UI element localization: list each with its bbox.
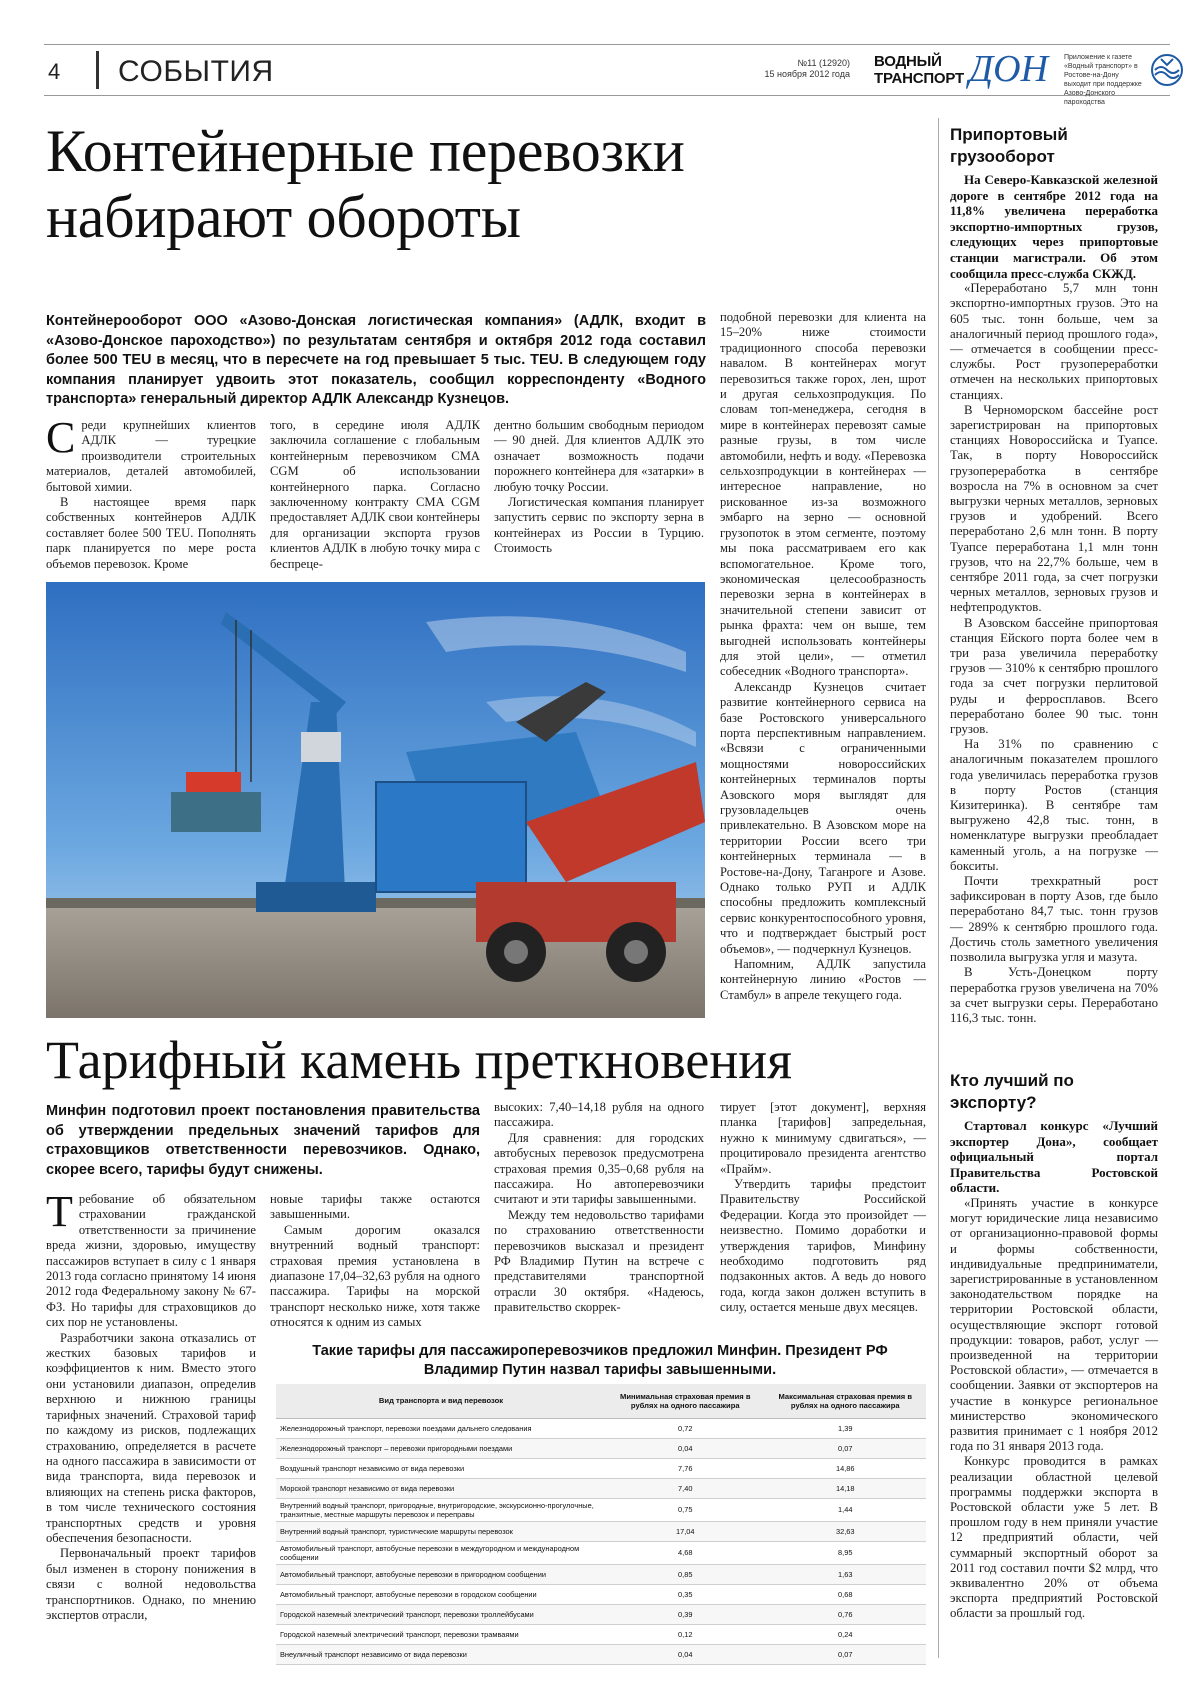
article-2-paragraph: Требование об обязательном страховании гражданской ответственности за причинение вреда жизни, здоровью, имуществу пассажиров вступает в силу с 1 января 2013 года согласно принятому 14 июня 2012 года Федеральному закону № 67-ФЗ. Но тарифы для страховщиков до сих пор не установлены. [46,1187,256,1330]
table-cell-min: 0,04 [606,1644,765,1664]
sidebar-story-1-title: Припортовый грузооборот [950,125,1068,166]
sidebar-paragraph: «Переработано 5,7 млн тонн экспортно-импортных грузов. Это на 605 тыс. тонн больше, чем за аналогичный период прошлого года», — отмечается в сообщении пресс-службы. Рост грузопереработки отмечен на нескольких припортовых станциях. [950,281,1158,402]
article-1-column-4 [720,310,926,1003]
table-cell-min: 0,35 [606,1584,765,1604]
table-cell-max: 8,95 [765,1541,927,1564]
article-1-headline: Контейнерные перевозки набирают обороты [46,118,685,250]
sidebar-story-2-body [950,1196,1158,1622]
table-row [276,1521,926,1541]
table-cell-min: 4,68 [606,1541,765,1564]
article-1-paragraph: В настоящее время парк собственных контейнеров АДЛК составляет более 500 TEU. Пополнять парк планируется по мере роста объемов перевозок. Кроме [46,495,256,571]
table-cell-transport: Воздушный транспорт независимо от вида перевозки [276,1458,606,1478]
sidebar-paragraph: В Азовском бассейне припортовая станция Ейского порта более чем в три раза увеличила переработку грузов — 310% к сентябрю прошлого года за счет погрузки перлитовой руды и ферросплавов. Всего переработано более 90 тыс. тонн грузов. [950,615,1158,737]
article-2-column-3 [494,1100,704,1316]
article-2-paragraph: новые тарифы также остаются завышенными. [270,1192,480,1222]
table-cell-min: 7,76 [606,1458,765,1478]
table-row [276,1478,926,1498]
article-2-paragraph: Между тем недовольство тарифами по страхованию ответственности перевозчиков высказал и президент РФ Владимир Путин на встрече с представителями транспортной отрасли 30 октября. «Надеюсь, правительство скоррек- [494,1207,704,1315]
table-row [276,1498,926,1521]
article-2-paragraph: тирует [этот документ], верхняя планка [тарифов] запредельная, нужно к минимуму сдвигаться», — процитировало президента агентство «Прайм». [720,1100,926,1176]
article-1-paragraph: Александр Кузнецов считает развитие контейнерного сервиса на базе Ростовского универсального порта перспективным направлением. «Всвязи с ограниченными мощностями новороссийских контейнерных терминалов порты Азовского моря выглядят для грузовладельцев очень привлекательно. В Азовском море на территории России всего три контейнерных терминала — в Ростове-на-Дону, Таганроге и Азове. Однако только РУП и АДЛК способны предложить комплексный сервис конкурентоспособного уровня, что и подтверждает быстрый рост объемов», — подчеркнул Кузнецов. [720,679,926,956]
table-cell-transport: Внутренний водный транспорт, туристические маршруты перевозок [276,1521,606,1541]
issue-date: 15 ноября 2012 года [764,69,850,79]
table-header-cell: Вид транспорта и вид перевозок [276,1384,606,1418]
table-row [276,1604,926,1624]
table-cell-transport: Железнодорожный транспорт – перевозки пригородными поездами [276,1438,606,1458]
table-header-cell: Минимальная страховая премия в рублях на одного пассажира [606,1384,765,1418]
sidebar-story-2 [950,1070,1158,1622]
sidebar-paragraph: Почти трехкратный рост зафиксирован в порту Азов, где было переработано 84,7 тыс. тонн грузов — 289% к сентябрю прошлого года. Достичь столь заметного увеличения позволила выгрузка угля и мазута. [950,874,1158,965]
table-cell-transport: Морской транспорт независимо от вида перевозки [276,1478,606,1498]
table-cell-min: 7,40 [606,1478,765,1498]
table-cell-transport: Городской наземный электрический транспорт, перевозки троллейбусами [276,1604,606,1624]
article-2-column-2 [270,1192,480,1331]
article-1-paragraph: Логистическая компания планирует запустить сервис по экспорту зерна в контейнерах из России в Турцию. Стоимость [494,495,704,556]
rubric-divider [96,51,99,89]
table-cell-min: 0,12 [606,1624,765,1644]
article-1-column-3 [494,418,704,557]
table-cell-max: 14,86 [765,1458,927,1478]
drop-cap: Т [46,1187,73,1236]
sidebar-story-2-lead: Стартовал конкурс «Лучший экспортер Дона», сообщает официальный портал Правительства Ростовской области. [950,1118,1158,1196]
table-cell-min: 0,04 [606,1438,765,1458]
article-1-paragraph: Напомним, АДЛК запустила контейнерную линию «Ростов — Стамбул» в апреле текущего года. [720,957,926,1002]
article-1-column-1 [46,413,256,572]
table-row [276,1624,926,1644]
emblem-icon [1150,53,1184,87]
table-cell-max: 0,76 [765,1604,927,1624]
sidebar-paragraph: В Черноморском бассейне рост зарегистрирован на припортовых станциях Новороссийска и Туапсе. Так, в порту Новороссийск грузопереработка в сентябре возросла на 7% в основном за счет выгрузки черных металлов, зерновых грузов и удобрений. Всего переработано 2,6 млн тонн. В порту Туапсе переработана 1,1 млн тонн грузов, что на 22,7% больше, чем в сентябре 2011 года, за счет погрузки черных металлов, зерновых грузов и нефтепродуктов. [950,402,1158,615]
table-cell-min: 17,04 [606,1521,765,1541]
table-row [276,1438,926,1458]
table-cell-min: 0,39 [606,1604,765,1624]
sidebar-divider [938,118,939,1658]
sidebar-story-1 [950,124,1158,1026]
article-1-column-2 [270,418,480,572]
article-1-paragraph: подобной перевозки для клиента на 15–20% ниже стоимости традиционного способа перевозки навалом. В контейнерах могут перевозиться также горох, лен, шрот и другая сельхозпродукция. По словам топ-менеджера, сегодня в мире в контейнерах перевозят самые разные грузы, в том числе автомобили, нефть и воду. «Перевозка сельхозпродукции в контейнерах — интересное направление, но рискованное из-за возможного эмбарго на зерно — основной грузопоток в этом сегменте, поэтому мы пока рассматриваем его как вспомогательное. Кроме того, экономическая целесообразность перевозки зерна в контейнерах в значительной степени зависит от рынка фрахта: чем он выше, тем выгодней использовать контейнеры для этой цели», — отметил собеседник «Водного транспорта». [720,310,926,679]
table-cell-max: 0,07 [765,1438,927,1458]
table-cell-min: 0,72 [606,1418,765,1438]
article-1-lead: Контейнерооборот ООО «Азово-Донская логистическая компания» (АДЛК, входит в «Азово-Донское пароходство») по результатам сентября и октября 2012 года составил более 500 TEU в месяц, что в пересчете на год превышает 5 тыс. TEU. В следующем году компания планирует удвоить этот показатель, сообщил корреспонденту «Водного транспорта» генеральный директор АДЛК Александр Кузнецов. [46,313,706,407]
article-2-paragraph: Для сравнения: для городских автобусных перевозок предусмотрена страховая премия 0,35–0,68 рубля на пассажира. Но автоперевозчики считают и эти тарифы завышенными. [494,1130,704,1207]
page-header [44,44,1170,106]
table-cell-transport: Внеуличный транспорт независимо от вида перевозки [276,1644,606,1664]
sidebar-paragraph: Конкурс проводится в рамках реализации областной целевой программы поддержки экспорта в Ростовской области уже 5 лет. В прошлом году в нем приняли участие 12 предприятий области, чей суммарный экспортный оборот за 2011 год составил почти $2 млрд, что эквивалентно 20% от объема экспорта предприятий Ростовской области за прошлый год. [950,1454,1158,1621]
sidebar-story-1-body [950,281,1158,1026]
logo-subtitle: Приложение к газете «Водный транспорт» в Ростове-на-Дону выходит при поддержке Азово-Донского пароходства [1064,54,1142,106]
table-cell-min: 0,85 [606,1564,765,1584]
logo-don: ДОН [969,48,1049,90]
tariff-table-title: Такие тарифы для пассажироперевозчиков предложил Минфин. Президент РФ Владимир Путин назвал тарифы завышенными. [312,1343,888,1378]
article-2-paragraph: Первоначальный проект тарифов был изменен в сторону понижения в связи с волной недовольства транспортников. Однако, по мнению экспертов отрасли, [46,1546,256,1622]
table-row [276,1584,926,1604]
article-1-paragraph: Среди крупнейших клиентов АДЛК — турецкие производители строительных материалов, деталей автомобилей, бытовой химии. [46,413,256,494]
article-2-paragraph: Разработчики закона отказались от жестких базовых тарифов и коэффициентов к ним. Вместо этого они установили диапазон, определив верхнюю и нижнюю границы тарифных значений. Страховой тариф по каждому из рисков, подлежащих страхованию, определяется в расчете на одного пассажира в зависимости от вида транспорта, вида перевозок и влияющих на степень риска факторов, в том числе технического состояния транспортных средств и уровня обеспечения безопасности. [46,1330,256,1545]
table-cell-max: 1,39 [765,1418,927,1438]
article-2-column-1 [46,1187,256,1623]
logo-word-1: ВОДНЫЙ [874,53,942,70]
tariff-table [276,1384,926,1665]
table-header-cell: Максимальная страховая премия в рублях на одного пассажира [765,1384,927,1418]
article-2-headline: Тарифный камень преткновения [46,1030,793,1090]
page-number: 4 [48,59,61,84]
table-cell-max: 0,24 [765,1624,927,1644]
sidebar-story-2-title: Кто лучший по экспорту? [950,1071,1074,1112]
article-1-paragraph: дентно большим свободным периодом — 90 дней. Для клиентов АДЛК это означает возможность подачи порожнего контейнера для «затарки» в любую точку России. [494,418,704,494]
table-cell-transport: Городской наземный электрический транспорт, перевозки трамваями [276,1624,606,1644]
port-photo [46,582,705,1018]
table-cell-transport: Железнодорожный транспорт, перевозки поездами дальнего следования [276,1418,606,1438]
article-2-paragraph: высоких: 7,40–14,18 рубля на одного пассажира. [494,1100,704,1130]
sidebar-paragraph: В Усть-Донецком порту переработка грузов увеличена на 70% за счет выгрузки серы. Переработано 116,3 тыс. тонн. [950,965,1158,1025]
table-cell-max: 1,44 [765,1498,927,1521]
article-2-paragraph: Утвердить тарифы предстоит Правительству Российской Федерации. Когда это произойдет — неизвестно. Помимо доработки и утверждения тарифов, Минфину необходимо подготовить ряд подзаконных актов. А ведь до нового года, когда закон должен вступить в силу, остается меньше двух месяцев. [720,1177,926,1315]
table-cell-max: 0,07 [765,1644,927,1664]
drop-cap: С [46,413,76,462]
article-2-lead: Минфин подготовил проект постановления правительства об утверждении предельных значений тарифов для страховщиков ответственности перевозчиков. Однако, скорее всего, тарифы будут снижены. [46,1103,480,1178]
table-cell-transport: Автомобильный транспорт, автобусные перевозки в городском сообщении [276,1584,606,1604]
table-cell-min: 0,75 [606,1498,765,1521]
table-cell-transport: Автомобильный транспорт, автобусные перевозки в междугородном и международном сообщении [276,1541,606,1564]
newspaper-logo [874,53,964,87]
rubric-title: СОБЫТИЯ [118,55,274,88]
table-row [276,1541,926,1564]
table-cell-transport: Внутренний водный транспорт, пригородные, внутригородские, экскурсионно-прогулочные, транзитные, местные маршруты перевозок и переправы [276,1498,606,1521]
sidebar-paragraph: «Принять участие в конкурсе могут юридические лица независимо от организационно-правовой формы и формы собственности, индивидуальные предприниматели, зарегистрированные в установленном законодательством порядке на территории Ростовской области, осуществляющие экспорт готовой продукции: товаров, работ, услуг — произведенной на территории Ростовской области», — отмечается в сообщении. Заявки от экспортеров на участие в конкурсе региональное министерство экономического развития принимает с 1 ноября 2012 года по 31 января 2013 года. [950,1195,1158,1454]
table-cell-max: 0,68 [765,1584,927,1604]
table-cell-max: 1,63 [765,1564,927,1584]
table-row [276,1458,926,1478]
issue-info [730,58,850,80]
table-row [276,1418,926,1438]
article-2-column-4 [720,1100,926,1316]
table-header-row [276,1384,926,1418]
table-row [276,1564,926,1584]
table-row [276,1644,926,1664]
table-cell-max: 14,18 [765,1478,927,1498]
sidebar-story-1-lead: На Северо-Кавказской железной дороге в сентябре 2012 года на 11,8% увеличена переработка экспортно-импортных грузов, следующих через припортовые станции магистрали. Об этом сообщила пресс-служба СКЖД. [950,172,1158,281]
sidebar-paragraph: На 31% по сравнению с аналогичным показателем прошлого года увеличилась переработка грузов в порту Ростов (станция Кизитеринка). В сентябре там выгружено 42,8 тыс. тонн, в номенклатуре выгрузки преобладает каменный уголь, а на погрузке — бокситы. [950,737,1158,873]
issue-number: №11 (12920) [797,58,850,68]
logo-word-2: ТРАНСПОРТ [874,70,964,87]
table-cell-transport: Автомобильный транспорт, автобусные перевозки в пригородном сообщении [276,1564,606,1584]
article-1-paragraph: того, в середине июля АДЛК заключила соглашение с глобальным контейнерным перевозчиком CMA CGM об использовании контейнерного парка. Согласно заключенному контракту CMA CGM предоставляет АДЛК свои контейнеры для организации экспорта грузов клиентов АДЛК в любую точку мира с беспреце- [270,418,480,571]
table-cell-max: 32,63 [765,1521,927,1541]
article-2-paragraph: Самым дорогим оказался внутренний водный транспорт: страховая премия установлена в диапазоне 17,04–32,63 рубля на одного пассажира. Тарифы на морской транспорт несколько ниже, хотя также относятся к одним из самых [270,1222,480,1330]
